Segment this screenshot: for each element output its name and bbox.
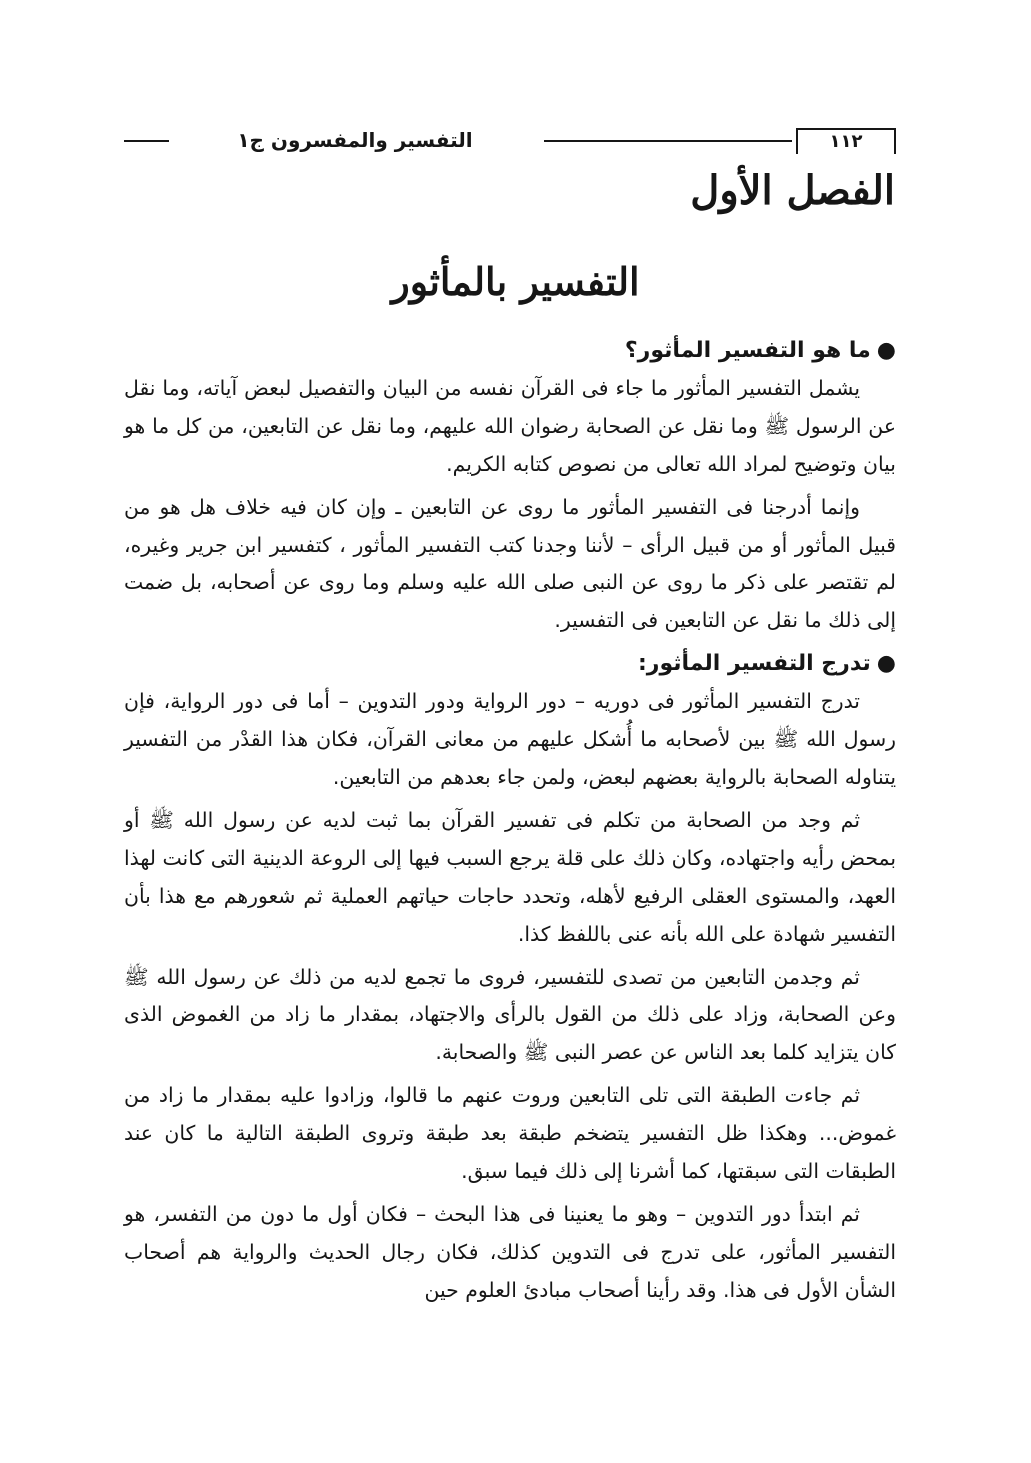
subheading-text: تدرج التفسير المأثور:	[637, 651, 871, 677]
running-header	[124, 130, 896, 166]
paragraph: تدرج التفسير المأثور فى دوريه – دور الرواية ودور التدوين – أما فى دور الرواية، فإن رسول الله ﷺ بين لأصحابه ما أُشكل عليهم من معانى القرآن، فكان هذا القدْر من التفسير يتناوله الصحابة بالرواية بعضهم لبعض، ولمن جاء بعدهم من التابعين.	[124, 689, 896, 789]
bullet-icon: ●	[876, 338, 896, 363]
paragraph: ثم جاءت الطبقة التى تلى التابعين وروت عنهم ما قالوا، وزادوا عليه بمقدار ما زاد من غموض... وهكذا ظل التفسير يتضخم طبقة بعد طبقة وتروى الطبقة التالية ما كان عند الطبقات التى سبقتها، كما أشرنا إلى ذلك فيما سبق.	[124, 1083, 896, 1184]
paragraph: يشمل التفسير المأثور ما جاء فى القرآن نفسه من البيان والتفصيل لبعض آياته، وما نقل عن الرسول ﷺ وما نقل عن الصحابة رضوان الله عليهم، وما نقل عن التابعين، من كل ما هو بيان وتوضيح لمراد الله تعالى من نصوص كتابه الكريم.	[124, 375, 896, 476]
header-rule-left	[124, 140, 169, 142]
paragraph: ثم ابتدأ دور التدوين – وهو ما يعنينا فى هذا البحث – فكان أول ما دون من التفسر، هو التفسير المأثور، على تدرج فى التدوين كذلك، فكان رجال الحديث والرواية هم أصحاب الشأن الأول فى هذا. وقد رأينا أصحاب مبادئ العلوم حين	[124, 1201, 896, 1302]
section-title: التفسير بالمأثور	[391, 259, 640, 304]
book-title: التفسير والمفسرون ج١	[237, 128, 473, 152]
body-text	[124, 332, 896, 1315]
subheading-text: ما هو التفسير المأثور؟	[624, 338, 871, 363]
paragraph: وإنما أدرجنا فى التفسير المأثور ما روى عن التابعين ـ وإن كان فيه خلاف هل هو من قبيل المأثور أو من قبيل الرأى – لأننا وجدنا كتب التفسير المأثور ، كتفسير ابن جرير وغيره، لم تقتصر على ذكر ما روى عن النبى صلى الله عليه وسلم وما روى عن أصحابه، بل ضمت إلى ذلك ما نقل عن التابعين فى التفسير.	[124, 494, 896, 633]
paragraph: ثم وجد من الصحابة من تكلم فى تفسير القرآن بما ثبت لديه عن رسول الله ﷺ أو بمحض رأيه واجتهاده، وكان ذلك على قلة يرجع السبب فيها إلى الروعة الدينية التى كانت لهذا العهد، والمستوى العقلى الرفيع لأهله، وتحدد حاجات حياتهم العملية ثم شعورهم مع هذا بأن التفسير شهادة على الله بأنه عنى باللفظ كذا.	[124, 807, 896, 946]
subheading	[124, 332, 896, 370]
chapter-title: الفصل الأول	[690, 167, 895, 214]
page-number: ١١٢	[796, 128, 896, 154]
paragraph: ثم وجدمن التابعين من تصدى للتفسير، فروى ما تجمع لديه من ذلك عن رسول الله ﷺ وعن الصحابة، وزاد على ذلك من القول بالرأى والاجتهاد، بمقدار ما زاد من الغموض الذى كان يتزايد كلما بعد الناس عن عصر النبى ﷺ والصحابة.	[124, 964, 896, 1065]
subheading	[124, 645, 896, 683]
bullet-icon: ●	[876, 651, 896, 677]
header-rule-right	[544, 140, 792, 142]
